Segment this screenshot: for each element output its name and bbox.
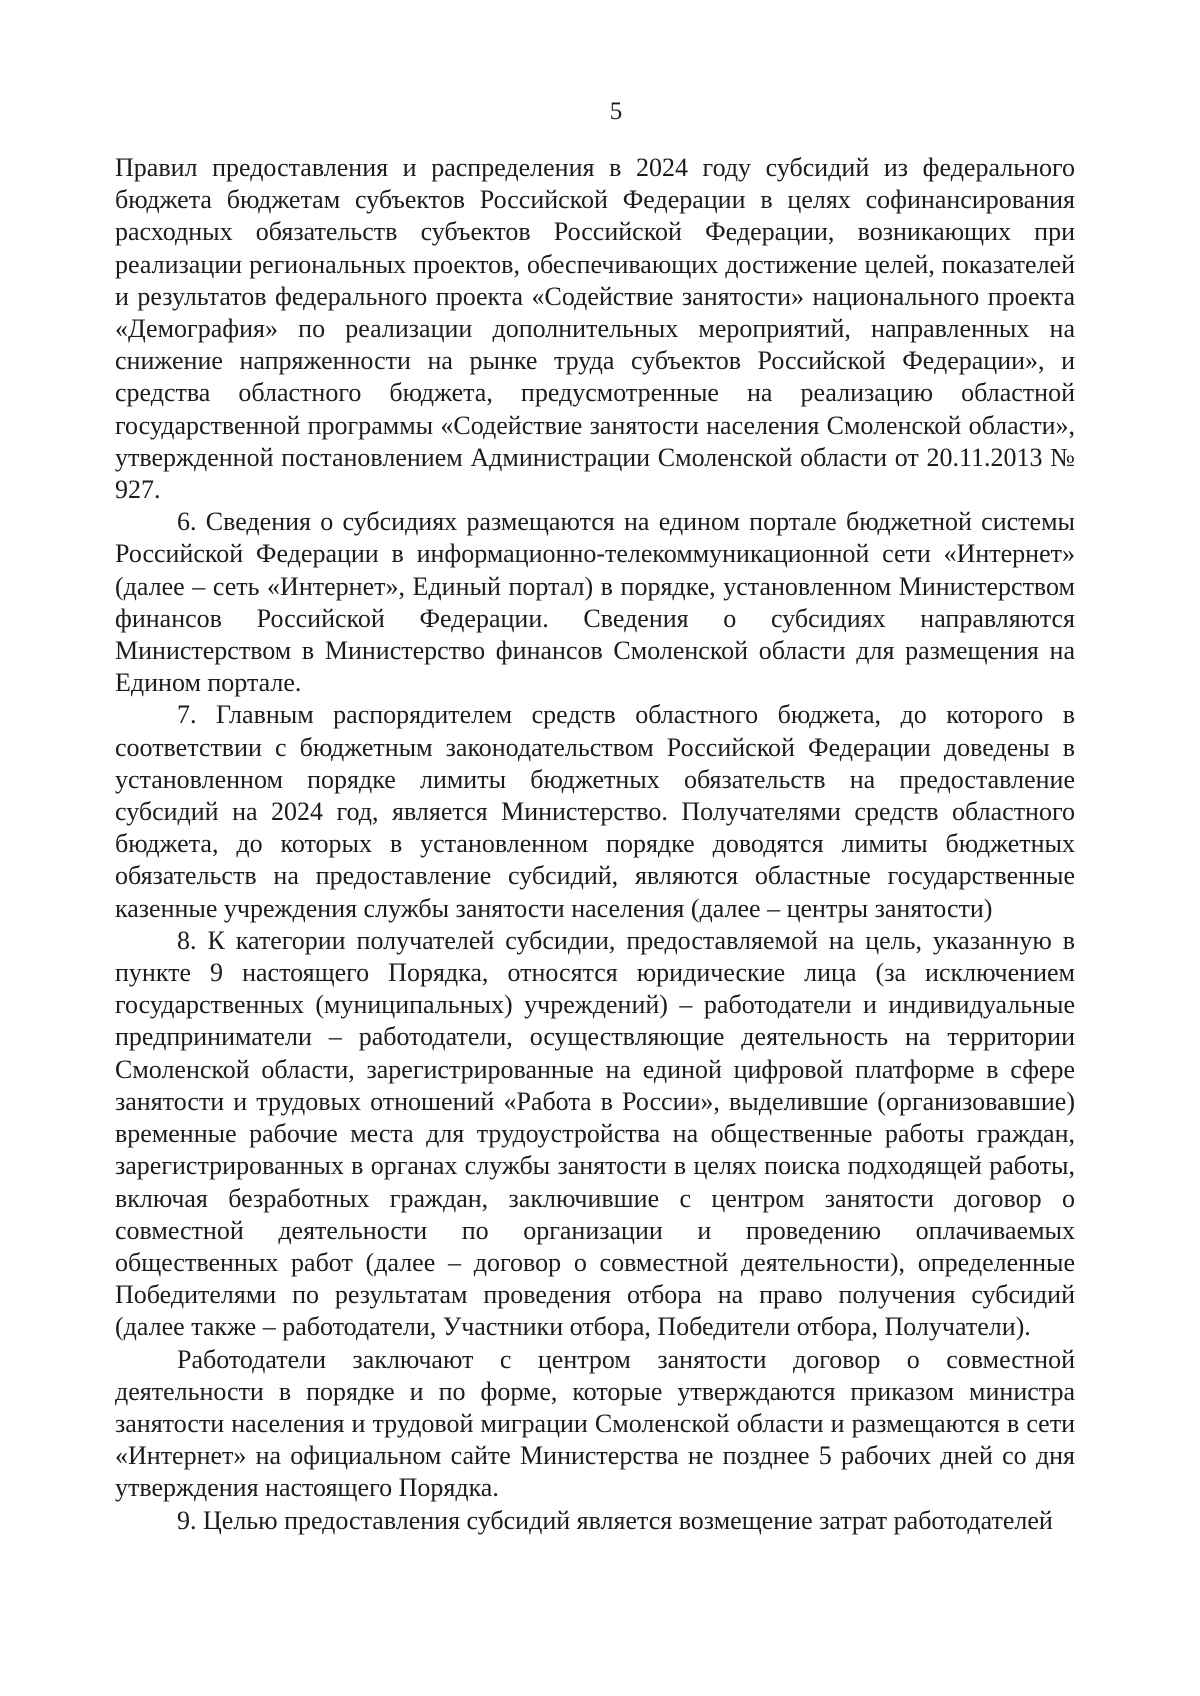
paragraph-9: 9. Целью предоставления субсидий является возмещение затрат работодателей	[177, 1505, 1053, 1535]
paragraph-7: 7. Главным распорядителем средств областного бюджета, до которого в соответствии с бюджетным законодательством Российской Федерации доведены в установленном порядке лимиты бюджетных обязательств на предоставление субсидий на 2024 год, является Министерство. Получателями средств областного бюджета, до которых в установленном порядке доводятся лимиты бюджетных обязательств на предоставление субсидий, являются областные государственные казенные учреждения службы занятости населения (далее – центры занятости)	[115, 700, 1075, 923]
paragraph-6: 6. Сведения о субсидиях размещаются на едином портале бюджетной системы Российской Федерации в информационно-телекоммуникационной сети «Интернет» (далее – сеть «Интернет», Единый портал) в порядке, установленном Министерством финансов Российской Федерации. Сведения о субсидиях направляются Министерством в Министерство финансов Смоленской области для размещения на Едином портале.	[115, 507, 1075, 698]
paragraph-employers: Работодатели заключают с центром занятости договор о совместной деятельности в порядке и по форме, которые утверждаются приказом министра занятости населения и трудовой миграции Смоленской области и размещаются в сети «Интернет» на официальном сайте Министерства не позднее 5 рабочих дней со дня утверждения настоящего Порядка.	[115, 1344, 1075, 1503]
paragraph-continuation: Правил предоставления и распределения в 2024 году субсидий из федерального бюджета бюджетам субъектов Российской Федерации в целях софинансирования расходных обязательств субъектов Российской Федерации, возникающих при реализации региональных проектов, обеспечивающих достижение целей, показателей и результатов федерального проекта «Содействие занятости» национального проекта «Демография» по реализации дополнительных мероприятий, направленных на снижение напряженности на рынке труда субъектов Российской Федерации», и средства областного бюджета, предусмотренные на реализацию областной государственной программы «Содействие занятости населения Смоленской области», утвержденной постановлением Администрации Смоленской области от 20.11.2013 № 927.	[115, 153, 1075, 505]
document-body	[115, 152, 1075, 1537]
paragraph-8: 8. К категории получателей субсидии, предоставляемой на цель, указанную в пункте 9 настоящего Порядка, относятся юридические лица (за исключением государственных (муниципальных) учреждений) – работодатели и индивидуальные предприниматели – работодатели, осуществляющие деятельность на территории Смоленской области, зарегистрированные на единой цифровой платформе в сфере занятости и трудовых отношений «Работа в России», выделившие (организовавшие) временные рабочие места для трудоустройства на общественные работы граждан, зарегистрированных в органах службы занятости в целях поиска подходящей работы, включая безработных граждан, заключившие с центром занятости договор о совместной деятельности по организации и проведению оплачиваемых общественных работ (далее – договор о совместной деятельности), определенные Победителями по результатам проведения отбора на право получения субсидий (далее также – работодатели, Участники отбора, Победители отбора, Получатели).	[115, 925, 1075, 1342]
page-number: 5	[609, 98, 623, 125]
